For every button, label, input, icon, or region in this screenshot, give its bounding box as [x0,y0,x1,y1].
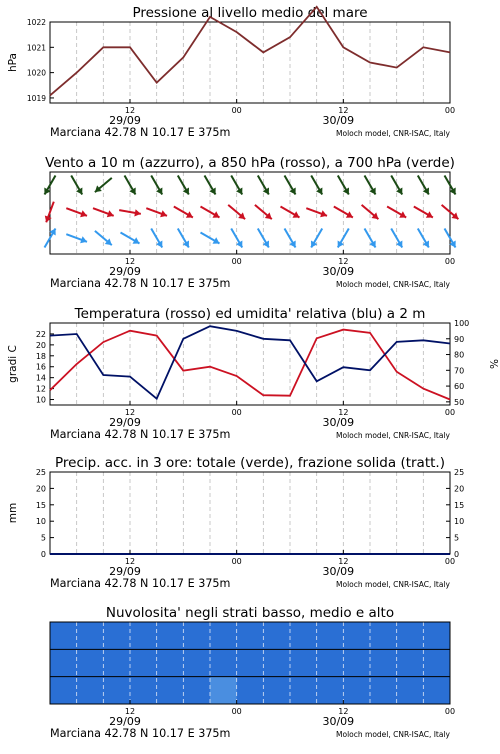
x-tick-label: 00 [231,408,242,417]
date-label: 30/09 [322,114,355,127]
station-info: Marciana 42.78 N 10.17 E 375m [50,428,231,441]
date-label: 29/09 [109,265,141,278]
cloud-cell [370,622,397,650]
x-tick-label: 00 [444,408,456,417]
cloud-cell [397,622,424,650]
cloud-cell [263,622,290,650]
y-tick-label: 12 [35,384,46,394]
cloud-cell [103,649,130,677]
cloud-cell [343,622,370,650]
y-tick-label-right: 0 [454,550,460,559]
y-tick-label-right: 5 [454,533,460,543]
y-tick-label-right: 25 [454,468,465,477]
y-tick-label: 1019 [26,93,46,103]
cloud-cell [50,677,77,705]
cloud-cell [290,677,317,705]
date-label: 30/09 [322,565,355,578]
y-tick-label: 16 [35,362,46,372]
model-credit: Moloch model, CNR-ISAC, Italy [336,431,450,440]
cloud-cell [237,649,264,677]
date-label: 30/09 [322,265,355,278]
x-tick-label: 12 [124,257,136,266]
date-label: 29/09 [109,715,141,728]
y-tick-label: 18 [35,351,46,361]
cloud-cell [157,622,184,650]
y-tick-label: 10 [35,517,46,527]
model-credit: Moloch model, CNR-ISAC, Italy [336,280,450,289]
chart-title: Temperatura (rosso) ed umidita' relativa (blu) a 2 m [74,306,426,322]
cloud-cell [290,649,317,677]
x-tick-label: 12 [124,557,136,566]
x-tick-label: 12 [338,707,349,716]
model-credit: Moloch model, CNR-ISAC, Italy [336,580,450,589]
y-tick-label-right: 70 [454,366,465,376]
cloud-cell [290,622,317,650]
cloud-cell [397,677,424,705]
cloud-cell [317,649,344,677]
date-label: 29/09 [109,114,141,127]
date-label: 29/09 [109,416,141,429]
y-tick-label-right: 100 [454,319,470,328]
date-label: 30/09 [322,715,355,728]
cloud-cell [423,622,450,650]
y-tick-label: 25 [35,468,46,477]
x-tick-label: 12 [338,408,349,417]
y-tick-label-right: 10 [454,517,465,527]
cloud-cell [343,677,370,705]
cloud-cell [103,622,130,650]
x-tick-label: 00 [444,707,456,716]
y-tick-label: 20 [35,484,46,494]
y-tick-label: 10 [35,395,46,405]
plot-frame-1 [50,22,450,103]
cloud-cell [317,622,344,650]
y-tick-label-right: 50 [454,397,465,407]
x-tick-label: 12 [338,257,349,266]
y-tick-label: 14 [35,373,46,383]
cloud-cell [183,649,210,677]
cloud-cell [370,649,397,677]
cloud-cell [237,622,264,650]
cloud-cell [77,622,104,650]
cloud-cell [157,677,184,705]
y-axis-label: hPa [7,53,19,72]
cloud-cell [317,677,344,705]
y-axis-label: mm [7,502,19,524]
cloud-cell [183,622,210,650]
cloud-cell [370,677,397,705]
y-tick-label-right: 15 [454,500,465,510]
x-tick-label: 00 [231,257,242,266]
y-tick-label: 1022 [26,18,46,27]
y-tick-label-right: 90 [454,334,465,344]
temperature-line [50,330,450,400]
x-tick-label: 12 [124,707,136,716]
cloud-cell [130,677,157,705]
chart-title: Pressione al livello medio del mare [132,5,368,21]
cloud-cell [50,622,77,650]
model-credit: Moloch model, CNR-ISAC, Italy [336,129,450,138]
y-tick-label-right: 20 [454,484,465,494]
x-tick-label: 12 [338,106,349,115]
cloud-cell [157,649,184,677]
cloud-cell [183,677,210,705]
x-tick-label: 00 [444,257,456,266]
station-info: Marciana 42.78 N 10.17 E 375m [50,126,231,139]
y-tick-label: 0 [40,550,46,559]
y-tick-label-right: 60 [454,382,465,392]
chart-title: Nuvolosita' negli strati basso, medio e alto [105,605,395,621]
x-tick-label: 00 [231,707,242,716]
cloud-cell [130,622,157,650]
cloud-cell [263,649,290,677]
x-tick-label: 12 [124,408,136,417]
date-label: 29/09 [109,565,141,578]
station-info: Marciana 42.78 N 10.17 E 375m [50,577,231,590]
y-tick-label: 1020 [26,68,46,78]
cloud-cell [77,649,104,677]
x-tick-label: 00 [231,106,242,115]
date-label: 30/09 [322,416,355,429]
y-axis-label: % [487,359,499,369]
station-info: Marciana 42.78 N 10.17 E 375m [50,277,231,290]
cloud-cell [210,677,237,705]
cloud-cell [210,649,237,677]
chart-title: Precip. acc. in 3 ore: totale (verde), frazione solida (tratt.) [55,455,445,471]
cloud-cell [263,677,290,705]
cloud-cell [423,677,450,705]
cloud-cell [397,649,424,677]
cloud-cell [77,677,104,705]
cloud-cell [237,677,264,705]
x-tick-label: 12 [124,106,136,115]
station-info: Marciana 42.78 N 10.17 E 375m [50,727,231,740]
y-tick-label: 15 [35,500,46,510]
y-axis-label: gradi C [7,345,19,383]
chart-title: Vento a 10 m (azzurro), a 850 hPa (rosso), a 700 hPa (verde) [45,155,455,171]
cloud-cell [130,649,157,677]
y-tick-label: 20 [35,340,46,350]
y-tick-label: 22 [35,329,46,339]
cloud-cell [103,677,130,705]
y-tick-label: 5 [40,533,46,543]
model-credit: Moloch model, CNR-ISAC, Italy [336,730,450,739]
plot-frame-4 [50,472,450,554]
x-tick-label: 00 [444,106,456,115]
cloud-cell [423,649,450,677]
x-tick-label: 12 [338,557,349,566]
cloud-cell [50,649,77,677]
y-tick-label: 1021 [26,43,46,53]
cloud-cell [343,649,370,677]
cloud-cell [210,622,237,650]
y-tick-label-right: 80 [454,350,465,360]
x-tick-label: 00 [444,557,456,566]
x-tick-label: 00 [231,557,242,566]
